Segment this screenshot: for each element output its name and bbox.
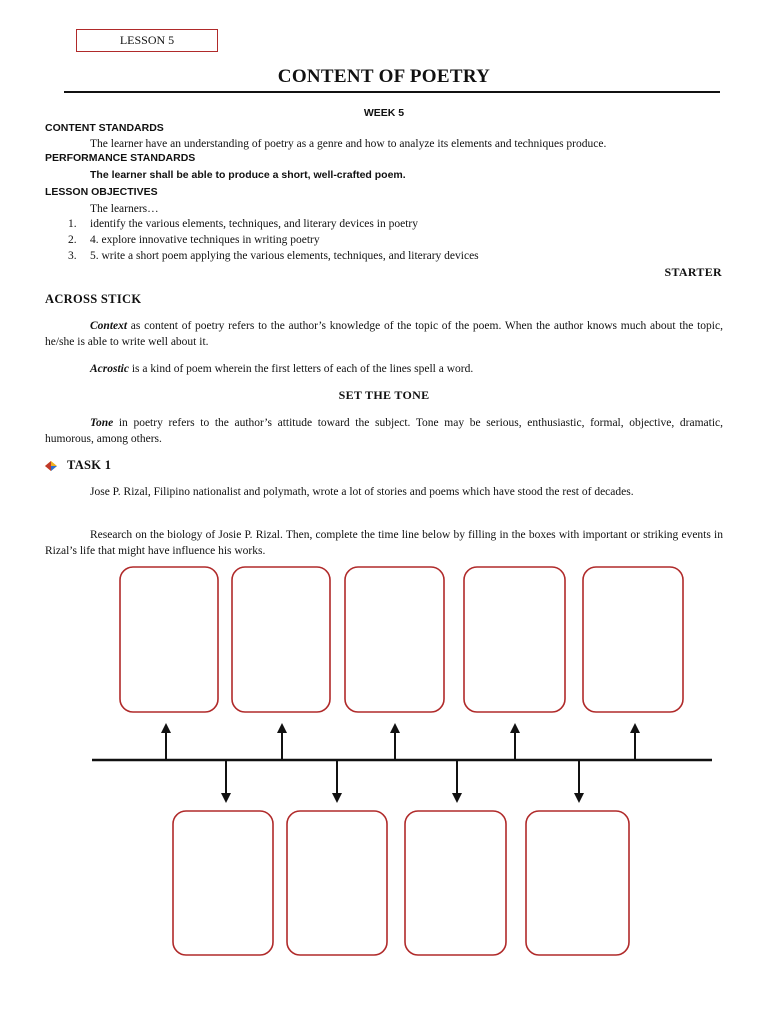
timeline-box-top[interactable] — [120, 567, 218, 712]
timeline-box-top[interactable] — [232, 567, 330, 712]
content-standards-text: The learner have an understanding of poetry as a genre and how to analyze its elements and techniques produce. — [90, 138, 607, 150]
timeline-box-top[interactable] — [464, 567, 565, 712]
timeline-box-bottom[interactable] — [287, 811, 387, 955]
acrostic-text: is a kind of poem wherein the first letters of each of the lines spell a word. — [128, 363, 474, 375]
objectives-intro: The learners… — [90, 203, 159, 215]
objective-number: 1. — [68, 218, 77, 230]
objective-text: 5. write a short poem applying the various elements, techniques, and literary devices — [90, 250, 479, 262]
task1-text-2: Research on the biology of Josie P. Rizal. Then, complete the time line below by filling in the boxes with important or striking events in Rizal’s life that might have influence his works. — [45, 529, 723, 557]
timeline-box-top[interactable] — [583, 567, 683, 712]
timeline-box-top[interactable] — [345, 567, 444, 712]
starter-heading: STARTER — [664, 265, 722, 279]
objective-text: 4. explore innovative techniques in writing poetry — [90, 234, 320, 246]
performance-standards-label: PERFORMANCE STANDARDS — [45, 152, 196, 164]
context-term: Context — [90, 320, 128, 332]
objective-number: 2. — [68, 234, 77, 246]
timeline-box-bottom[interactable] — [405, 811, 506, 955]
context-text: as content of poetry refers to the author’s knowledge of the topic of the poem. When the author knows much about the topic, he/she is able to write well about it. — [45, 320, 723, 348]
set-the-tone-heading: SET THE TONE — [338, 388, 430, 402]
acrostic-term: Acrostic — [90, 363, 129, 375]
tone-term: Tone — [90, 417, 114, 429]
content-standards-label: CONTENT STANDARDS — [45, 122, 164, 134]
objective-number: 3. — [68, 250, 77, 262]
page-title: CONTENT OF POETRY — [277, 66, 491, 87]
task1-heading: TASK 1 — [67, 458, 112, 472]
performance-standards-text: The learner shall be able to produce a short, well-crafted poem. — [90, 169, 406, 181]
week-label: WEEK 5 — [363, 107, 405, 119]
tone-text: in poetry refers to the author’s attitude toward the subject. Tone may be serious, enthusiastic, formal, objective, dramatic, humorous, among others. — [45, 417, 723, 445]
objective-text: identify the various elements, techniques, and literary devices in poetry — [90, 218, 418, 230]
timeline-box-bottom[interactable] — [526, 811, 629, 955]
across-stick-heading: ACROSS STICK — [45, 292, 142, 306]
task1-text-1: Jose P. Rizal, Filipino nationalist and polymath, wrote a lot of stories and poems which have stood the rest of decades. — [90, 486, 634, 498]
lesson-objectives-label: LESSON OBJECTIVES — [45, 186, 158, 198]
lesson-label: LESSON 5 — [76, 29, 218, 52]
timeline-box-bottom[interactable] — [173, 811, 273, 955]
